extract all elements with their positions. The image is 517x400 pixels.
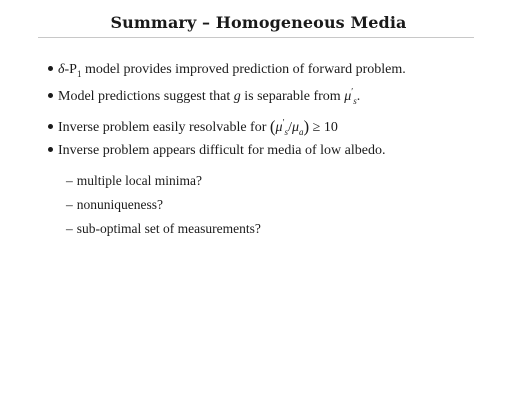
bullet-text: model provides improved prediction of forward problem. bbox=[81, 62, 406, 77]
sub-bullet-text: sub-optimal set of measurements? bbox=[76, 221, 261, 236]
bullet-dot bbox=[48, 147, 53, 152]
bullet-dot bbox=[48, 66, 53, 71]
p1-label: -P bbox=[64, 62, 77, 77]
sub-bullet-item bbox=[66, 221, 261, 245]
dash-marker: – bbox=[66, 221, 73, 236]
mu-symbol: μ bbox=[344, 89, 352, 104]
bullet-item-g-separable bbox=[48, 86, 488, 116]
bullet-item-inverse-resolvable bbox=[48, 116, 488, 143]
bullet-dot bbox=[48, 124, 53, 129]
sub-bullet-item bbox=[66, 173, 261, 197]
slide-title: Summary – Homogeneous Media bbox=[110, 13, 407, 32]
bullet-text: Model predictions suggest that bbox=[58, 89, 234, 104]
bullet-dot bbox=[48, 93, 53, 98]
prime-mark: ′ bbox=[282, 117, 285, 128]
bullet-text: is separable from bbox=[240, 89, 345, 104]
p1-subscript: 1 bbox=[76, 68, 82, 79]
sub-bullet-text: nonuniqueness? bbox=[76, 197, 163, 212]
title-divider bbox=[38, 37, 474, 38]
dash-marker: – bbox=[66, 173, 73, 188]
mu-s-symbol: μ bbox=[275, 120, 283, 135]
sub-bullet-item bbox=[66, 197, 261, 221]
dash-marker: – bbox=[66, 197, 73, 212]
mu-subscript: s bbox=[353, 95, 357, 106]
bullet-text: Inverse problem easily resolvable for bbox=[58, 120, 270, 135]
mu-s-subscript: s bbox=[284, 126, 289, 137]
bullet-item-delta-p1 bbox=[48, 62, 488, 89]
bullet-text: . bbox=[356, 89, 361, 104]
inequality: ≥ 10 bbox=[309, 120, 338, 135]
bullet-list bbox=[48, 62, 488, 170]
slash: / bbox=[288, 120, 292, 135]
bullet-text: Inverse problem appears difficult for media of low albedo. bbox=[58, 143, 386, 158]
sub-bullet-list bbox=[66, 173, 261, 245]
sub-bullet-text: multiple local minima? bbox=[76, 173, 202, 188]
prime-mark: ′ bbox=[351, 86, 354, 97]
mu-a-symbol: μ bbox=[291, 120, 299, 135]
close-paren: ) bbox=[303, 117, 310, 136]
delta-symbol: δ bbox=[58, 62, 65, 77]
g-symbol: g bbox=[233, 89, 241, 104]
mu-a-subscript: a bbox=[298, 126, 304, 137]
open-paren: ( bbox=[269, 117, 276, 136]
bullet-item-low-albedo bbox=[48, 143, 488, 170]
